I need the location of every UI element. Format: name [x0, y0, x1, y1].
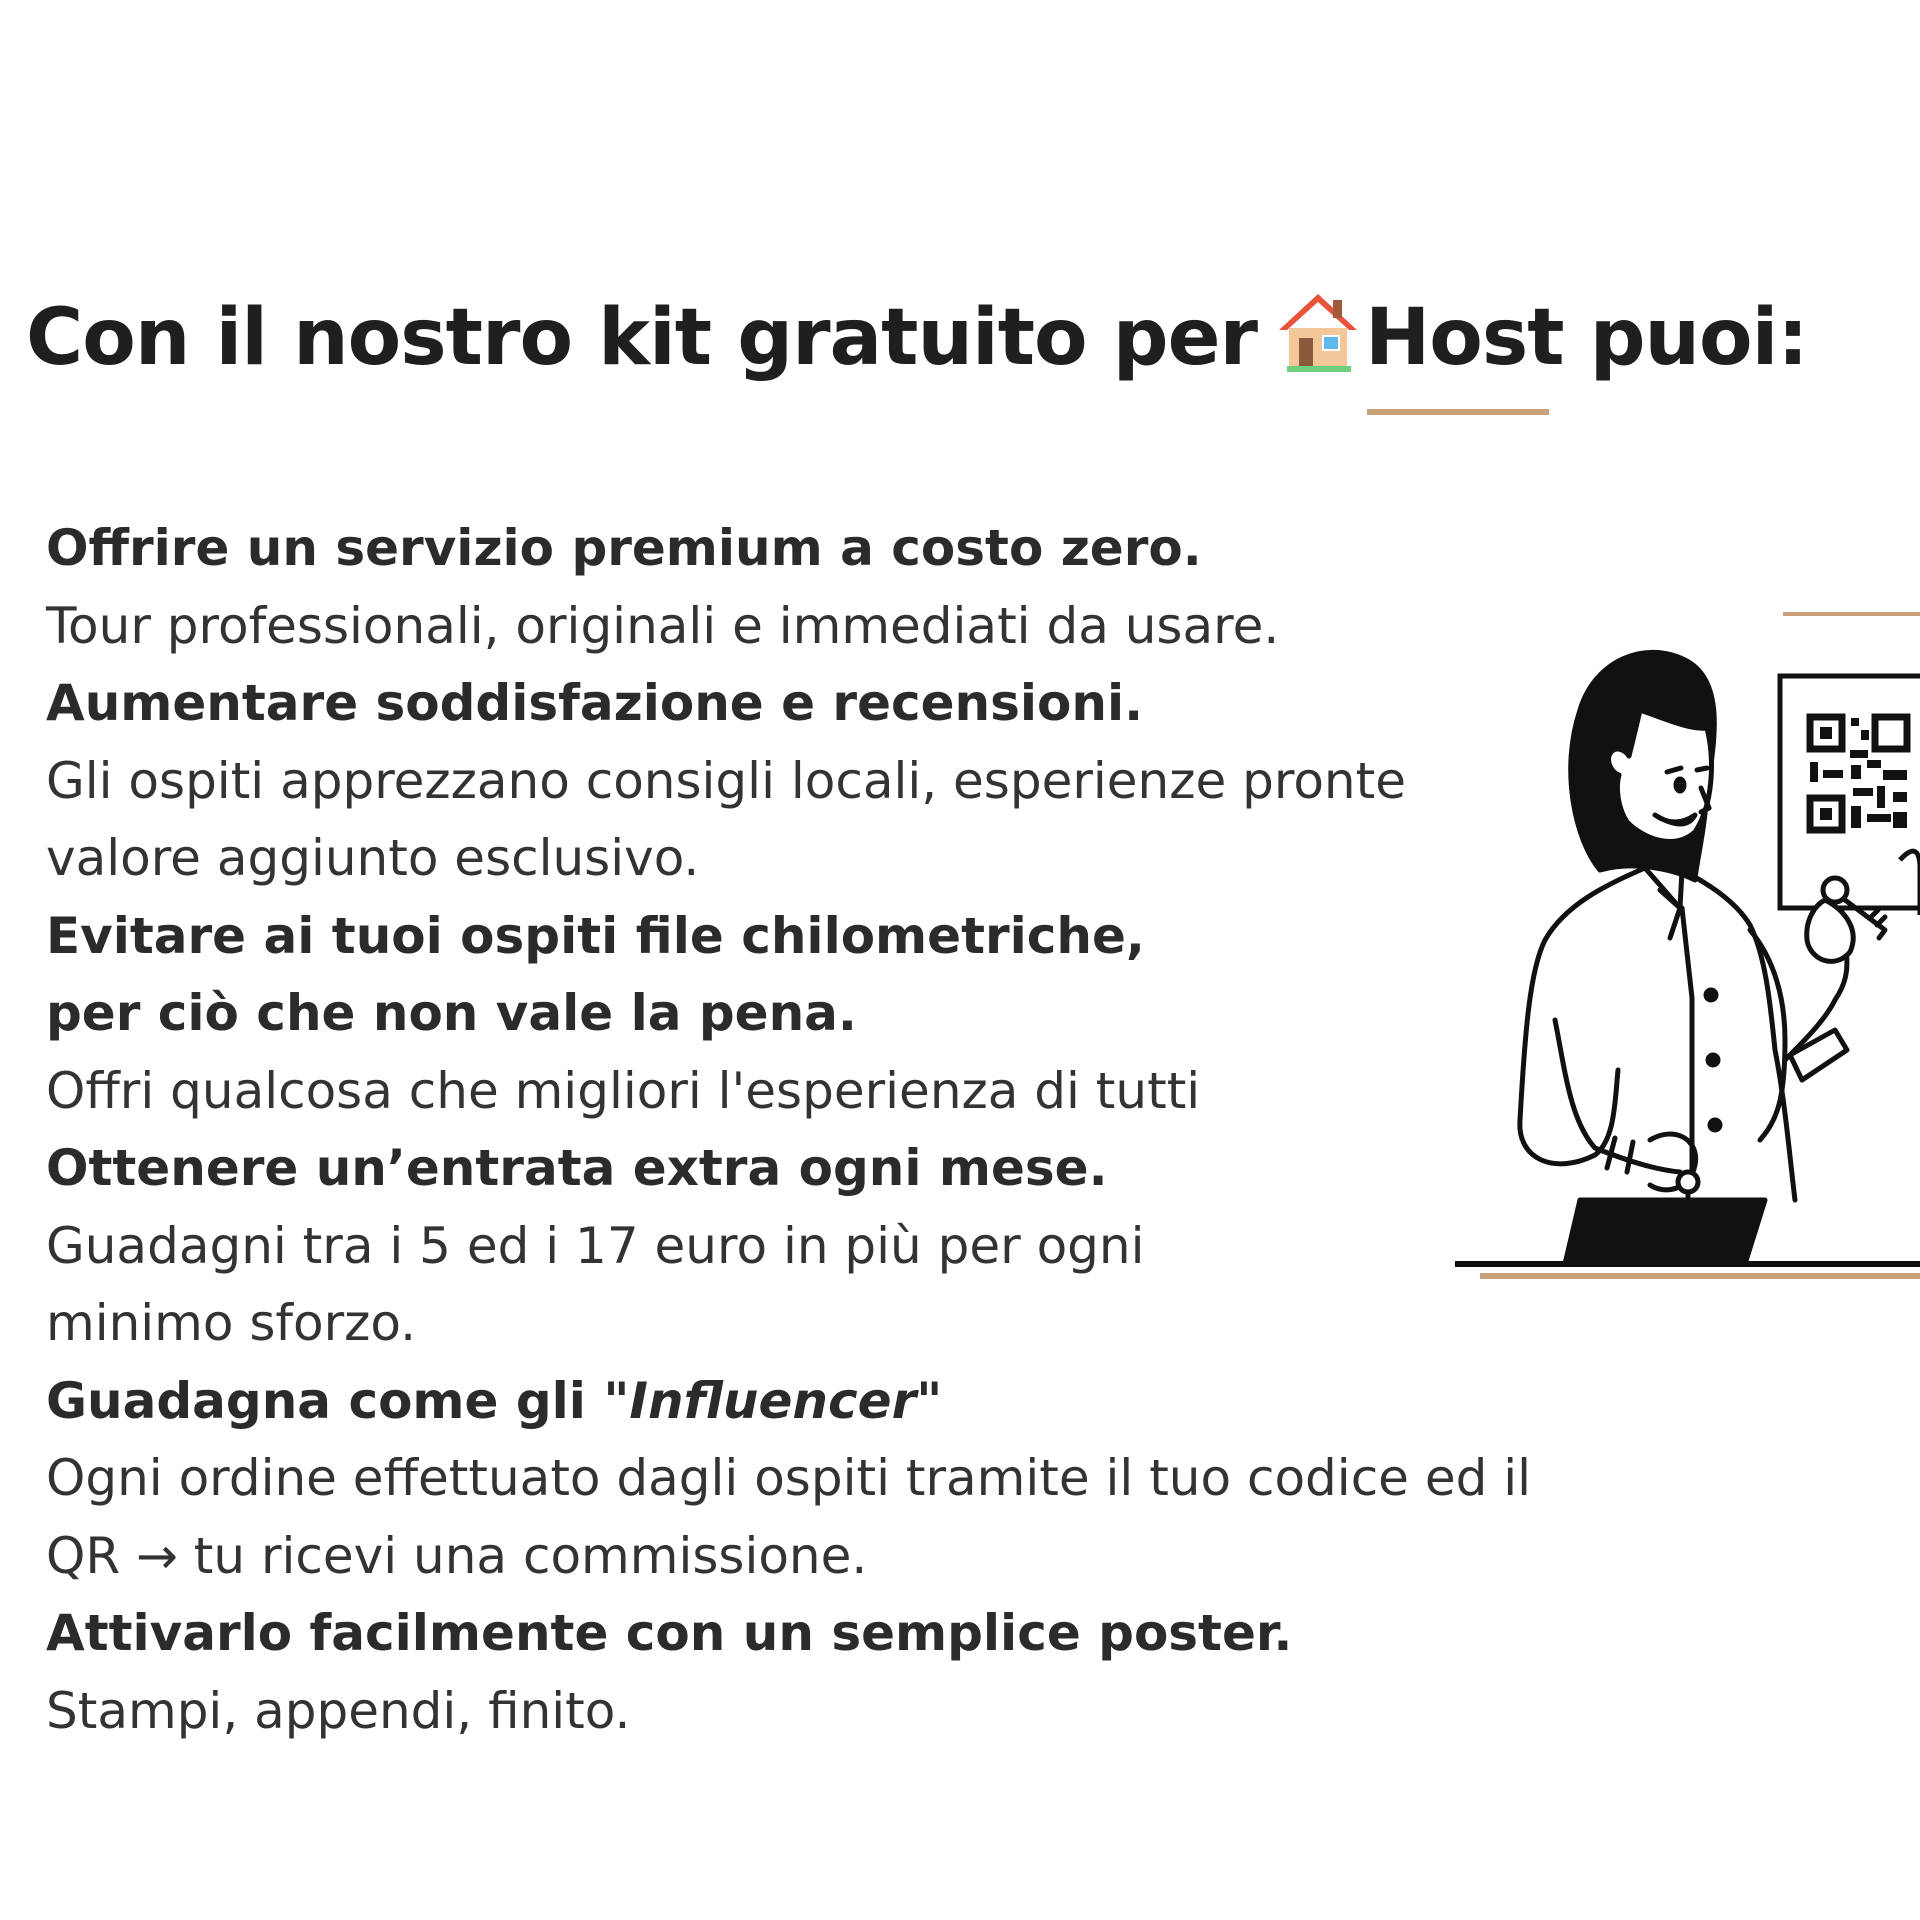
host-word: Host puoi: — [1365, 299, 1808, 377]
benefit-title: Attivarlo facilmente con un semplice poster. — [46, 1604, 1293, 1662]
benefit-title: Guadagna come gli "Influencer" — [46, 1371, 943, 1430]
benefit-title: per ciò che non vale la pena. — [46, 984, 857, 1042]
benefit-title: Offrire un servizio premium a costo zero. — [46, 519, 1202, 577]
host-underline — [1367, 409, 1549, 415]
benefit-title: Evitare ai tuoi ospiti file chilometriche, — [46, 906, 1145, 965]
influencer-word: Influencer — [629, 1371, 917, 1430]
heading-text: Con il nostro kit gratuito per — [26, 293, 1257, 383]
benefit-title: Aumentare soddisfazione e recensioni. — [46, 674, 1144, 732]
benefit-description: minimo sforzo. — [46, 1294, 417, 1352]
page-heading — [26, 288, 1808, 383]
host-illustration — [1405, 600, 1920, 1290]
benefit-title: Ottenere un’entrata extra ogni mese. — [46, 1139, 1108, 1197]
benefit-description: Tour professionali, originali e immediati da usare. — [46, 596, 1280, 655]
benefit-description: Gli ospiti apprezzano consigli locali, esperienze pronte — [46, 751, 1406, 810]
benefit-description: Stampi, appendi, finito. — [46, 1681, 631, 1740]
benefit-description: Offri qualcosa che migliori l'esperienza di tutti — [46, 1061, 1201, 1120]
house-icon — [1275, 288, 1361, 374]
benefit-description: valore aggiunto esclusivo. — [46, 829, 700, 887]
benefit-description: QR → tu ricevi una commissione. — [46, 1526, 868, 1585]
benefit-description: Guadagni tra i 5 ed i 17 euro in più per ogni — [46, 1216, 1145, 1275]
benefit-description: Ogni ordine effettuato dagli ospiti tramite il tuo codice ed il — [46, 1449, 1532, 1507]
qr-code-icon — [1780, 676, 1920, 915]
benefits-list — [46, 510, 1566, 1750]
